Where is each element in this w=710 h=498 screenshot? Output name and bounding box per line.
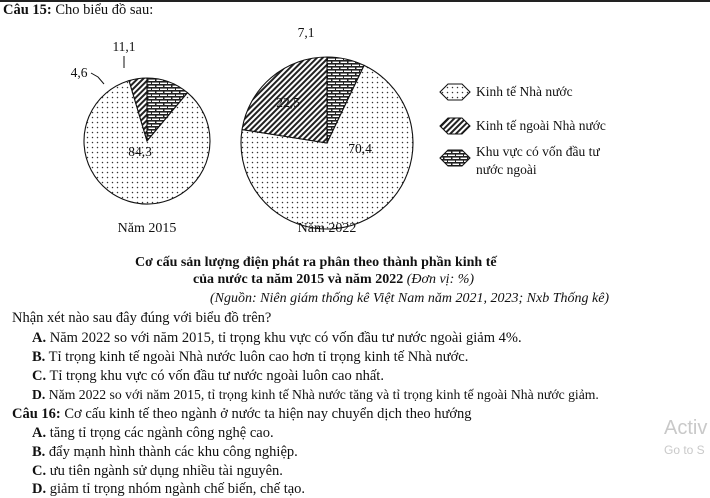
pie-2022-value-label-nha-nuoc: 70,4 <box>348 141 372 156</box>
question-15-option-a[interactable] <box>32 330 522 347</box>
option-text: Tỉ trọng kinh tế ngoài Nhà nước luôn cao hơn tỉ trọng kinh tế Nhà nước. <box>48 349 469 365</box>
figure-caption-years: của nước ta năm 2015 và năm 2022 <box>193 272 404 287</box>
question-16-option-a[interactable] <box>32 425 274 442</box>
question-16-prompt: Cơ cấu kinh tế theo ngành ở nước ta hiện nay chuyển dịch theo hướng <box>64 406 472 422</box>
legend-label-ngoai-nha-nuoc: Kinh tế ngoài Nhà nước <box>476 118 606 133</box>
option-letter: C. <box>32 463 47 479</box>
option-text: tăng tỉ trọng các ngành công nghệ cao. <box>49 425 274 441</box>
legend-label-von-dau-tu-nuoc-ngoai-line2: nước ngoài <box>476 162 537 177</box>
pie-2015-value-label-ngoai-nha-nuoc: 4,6 <box>70 65 88 80</box>
question-15-option-b[interactable] <box>32 349 468 366</box>
option-letter: C. <box>32 368 47 384</box>
option-letter: D. <box>32 481 47 497</box>
figure-caption-line1: Cơ cấu sản lượng điện phát ra phân theo thành phần kinh tế <box>135 255 497 270</box>
question-16-option-b[interactable] <box>32 444 298 461</box>
pie-year-label-2015: Năm 2015 <box>117 221 177 236</box>
legend-swatch-ngoai-nha-nuoc <box>440 118 470 134</box>
question-15-stem: Nhận xét nào sau đây đúng với biểu đồ trên? <box>12 310 272 326</box>
figure-source: (Nguồn: Niên giám thống kê Việt Nam năm 2021, 2023; Nxb Thống kê) <box>210 291 610 306</box>
activation-watermark-title: Activ <box>664 417 708 439</box>
option-letter: B. <box>32 349 46 365</box>
option-text: Năm 2022 so với năm 2015, tỉ trọng kinh tế Nhà nước tăng và tỉ trọng kinh tế ngoài Nhà nước giảm. <box>48 387 599 402</box>
question-16-header <box>12 406 472 423</box>
pie-2015-leader-ngoai-nha-nuoc <box>91 73 104 84</box>
option-letter: D. <box>32 387 46 402</box>
figure-caption-line2 <box>193 272 474 288</box>
option-text: đẩy mạnh hình thành các khu công nghiệp. <box>48 444 298 460</box>
option-text: giảm tỉ trọng nhóm ngành chế biến, chế tạo. <box>49 481 306 497</box>
pie-year-label-2022: Năm 2022 <box>297 221 357 236</box>
option-letter: A. <box>32 425 47 441</box>
option-text: Năm 2022 so với năm 2015, tỉ trọng khu vực có vốn đầu tư nước ngoài giảm 4%. <box>49 330 522 346</box>
question-15-option-d[interactable] <box>32 387 599 403</box>
pie-2022-value-label-von-dau-tu-nuoc-ngoai: 7,1 <box>297 25 315 40</box>
activation-watermark-subtitle: Go to S <box>664 443 705 457</box>
legend-swatch-nha-nuoc <box>440 84 470 100</box>
legend-label-von-dau-tu-nuoc-ngoai-line1: Khu vực có vốn đầu tư <box>476 144 600 159</box>
question-16-option-c[interactable] <box>32 463 283 480</box>
option-text: ưu tiên ngành sử dụng nhiều tài nguyên. <box>49 463 283 479</box>
question-15-option-c[interactable] <box>32 368 384 385</box>
question-16-number: Câu 16: <box>12 406 61 422</box>
pie-2015-value-label-nha-nuoc: 84,3 <box>128 144 152 159</box>
pie-2022-value-label-ngoai-nha-nuoc: 22,5 <box>276 95 300 110</box>
legend-label-nha-nuoc: Kinh tế Nhà nước <box>476 84 573 99</box>
question-15-prompt: Cho biểu đồ sau: <box>55 2 154 18</box>
question-15-number: Câu 15: <box>3 2 52 18</box>
figure-caption-unit: (Đơn vị: %) <box>406 272 475 287</box>
option-text: Tỉ trọng khu vực có vốn đầu tư nước ngoài luôn cao nhất. <box>49 368 384 384</box>
option-letter: B. <box>32 444 46 460</box>
question-16-option-d[interactable] <box>32 481 305 498</box>
pie-2015-value-label-von-dau-tu-nuoc-ngoai: 11,1 <box>112 39 136 54</box>
option-letter: A. <box>32 330 47 346</box>
legend-swatch-von-dau-tu-nuoc-ngoai <box>440 150 470 166</box>
